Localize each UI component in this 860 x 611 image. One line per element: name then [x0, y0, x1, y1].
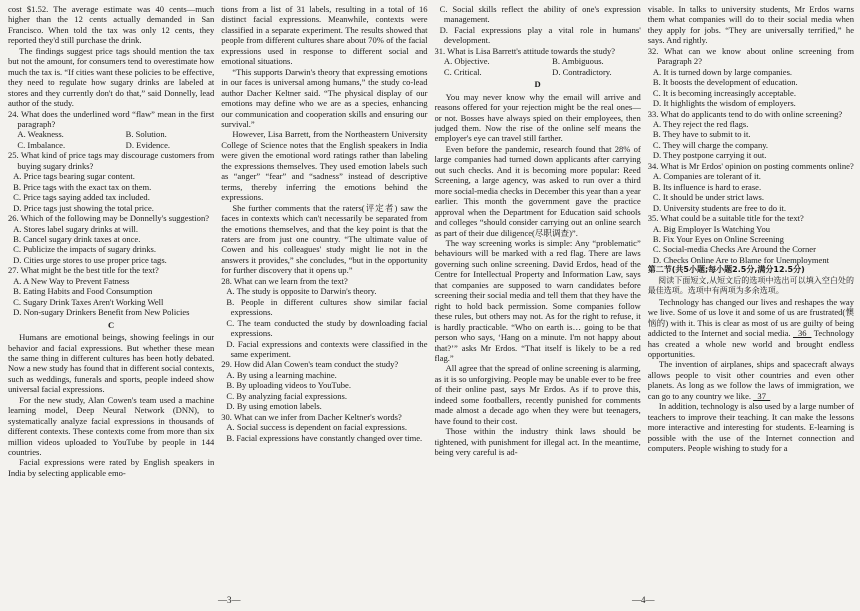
column-3 [435, 4, 641, 587]
option-b: B. People in different cultures show similar facial expressions. [226, 296, 428, 318]
option-c: C. Publicize the impacts of sugary drinks. [13, 244, 157, 255]
column-4 [648, 4, 854, 587]
question-28: 28. What can we learn from the text? [221, 275, 348, 286]
question-26: 26. Which of the following may be Donnelly's suggestion? [8, 213, 210, 224]
paragraph: Even before the pandemic, research found that 28% of large companies had turned down applicants after carrying out such checks. And it is becoming more popular: Reed Screening, a large agency, was asked to run over a third more social-media checks in December this year than a year earlier. This month the government gave the practice approval when the Department for Education said schools and colleges “should consider carrying out an online search as part of their due diligence(尽职调查)”. [434, 143, 641, 238]
option-d: D. Facial expressions play a vital role in humans' development. [439, 24, 641, 46]
question-25: 25. What kind of price tags may discourage customers from buying sugary drinks? [8, 150, 215, 171]
option-c: C. They will charge the company. [652, 139, 769, 150]
option-a: A. The study is opposite to Darwin's theory. [226, 286, 377, 297]
question-29: 29. How did Alan Cowen's team conduct the study? [221, 359, 399, 370]
paragraph: However, Lisa Barrett, from the Northeastern University College of Science notes that the English speakers in India were given the emotional word ratings rather than labeling the expressions themselves. They used emotion labels such as “anger” “fear” and “sadness” instead of descriptive terms, thereby inferring the emotions behind the expressions. [221, 129, 428, 203]
option-c: C. Social skills reflect the ability of one's expression management. [439, 4, 641, 25]
option-d: D. Facial expressions and contexts were classified in the same experiment. [226, 338, 428, 359]
option-d: D. It highlights the wisdom of employers. [652, 98, 796, 109]
blank-number: 37 [757, 390, 766, 401]
option-a: A. Companies are tolerant of it. [652, 171, 761, 182]
option-d: D. Cities urge stores to use proper price tags. [13, 254, 167, 265]
paragraph [648, 359, 854, 401]
option-d: D. Non-sugary Drinkers Benefit from New Policies [13, 307, 190, 318]
section-heading-d: D [534, 79, 541, 90]
paragraph: “This supports Darwin's theory that expressing emotions in our faces is universal among humans,” the study co-lead author Dacher Keltner said. “The physical display of our emotions may define who we are as a species, enhancing our communication and cooperation skills and ensuring our survival.” [221, 66, 428, 129]
page-number-right: —4— [632, 595, 655, 605]
option-c: C. Price tags saying added tax included. [13, 192, 150, 203]
question-35: 35. What could be a suitable title for the text? [647, 213, 804, 224]
option-b: B. By uploading videos to YouTube. [226, 380, 351, 391]
question-34: 34. What is Mr Erdos' opinion on posting comments online? [647, 160, 854, 171]
blank-36 [793, 328, 811, 338]
option-b: B. Fix Your Eyes on Online Screening [652, 233, 784, 244]
paragraph-text: Technology has changed our lives and reshapes the way we live. Some of us love it and some of us are frustrated(懊恼的) with it. This is clear as most of us are guilty of being addicted to the Internet and social media. [647, 296, 854, 339]
paragraph: tions from a list of 31 labels, resulting in a total of 16 distinct facial expressions. Meanwhile, contexts were classified in a separate experiment. The results showed that people from different cultures share about 70% of the facial expressions used in response to different social and emotional situations. [221, 4, 428, 67]
option-row [8, 140, 214, 150]
paragraph: The findings suggest price tags should mention the tax but not the amount, for consumers tend to overestimate how much the tax is. “If cities want these policies to be effective, they need to regulate how sugary drinks are labeled at stores and they currently don't do that,” said Donnelly, lead author of the study. [8, 45, 215, 109]
question-33: 33. What do applicants tend to do with online screening? [647, 108, 843, 119]
paragraph: cost $1.52. The average estimate was 40 cents—much higher than the 12 cents actually demanded in San Francisco. When told the tax was only 12 cents, they reported they'd still purchase the drink. [8, 4, 215, 46]
option-d: D. Evidence. [125, 139, 171, 150]
paragraph [648, 297, 854, 360]
option-c: C. It should be under strict laws. [652, 192, 764, 203]
paragraph: Facial expressions were rated by English speakers in India by selecting applicable emo- [8, 457, 215, 478]
option-a: A. They reject the red flags. [652, 118, 749, 129]
paragraph: She further comments that the raters(评定者) saw the faces in contexts which can't necessarily be separated from the emotions themselves, and that the key point is that the raters are from just one country. “The ultimate value of Cowen and his colleagues' study might lie not in the answers it provides,” she concludes, “but in the opportunity for further discovery that it opens up.” [221, 202, 428, 276]
option-c: C. By analyzing facial expressions. [226, 390, 347, 401]
blank-37 [753, 391, 770, 401]
question-31: 31. What is Lisa Barrett's attitude towards the study? [434, 45, 616, 56]
question-24: 24. What does the underlined word “flaw” mean in the first paragraph? [8, 108, 215, 129]
column-2 [221, 4, 427, 587]
paragraph: The way screening works is simple: Any “problematic” behaviours will be marked with a red flag. There are laws governing such online screening. David Erdos, head of the Centre for Intellectual Property and Information Law, says that companies are supposed to warn candidates before screening their social media and tell them that they have the right to hold back permission. Some companies follow these rules, but others may not. As for the right to refuse, it is hardly practicable. “Who on earth is… going to be that person who says, ‘Hang on a minute. I'm not happy about that?’” asks Mr Erdos. “That itself is likely to be a red flag.” [434, 237, 641, 363]
question-27: 27. What might be the best title for the text? [8, 265, 159, 276]
paragraph: Those within the industry think laws should be tightened, with punishment for illegal act. In the meantime, being very careful is ad- [434, 426, 641, 458]
option-a: A. Big Employer Is Watching You [652, 223, 771, 234]
page-number-left: —3— [218, 595, 241, 605]
paragraph: Humans are emotional beings, showing feelings in our behavior and facial expressions. But whether these mean the same thing in different cultures has been hotly debated. Now a new study has found that in different social contexts, such as weddings, funerals and sports, people indeed show universal facial expressions. [8, 332, 215, 395]
option-b: B. Solution. [125, 129, 167, 140]
option-a: A. Weakness. [17, 129, 64, 140]
option-a: A. A New Way to Prevent Fatness [13, 275, 130, 286]
option-c: C. Critical. [443, 66, 482, 77]
option-a: A. Social success is dependent on facial expressions. [226, 422, 407, 433]
paragraph: All agree that the spread of online screening is alarming, as it is so unforgiving. People may be unable ever to be free of their online past, says Mr Erdos. As if to prove this, indeed some footballers, recently punished for comments made almost a decade ago when they were but teenagers, have found to their cost. [434, 363, 641, 426]
paragraph: For the new study, Alan Cowen's team used a machine learning model, Deep Neural Network (DNN), to systematically analyze facial expressions in thousands of different contexts. These contexts come from more than six million videos uploaded to YouTube by people in 144 countries. [8, 394, 215, 458]
option-b: B. It boosts the development of education. [652, 77, 798, 88]
part-2-instructions: 阅读下面短文,从短文后的选项中选出可以填入空白处的最佳选项。选项中有两项为多余选项。 [647, 275, 854, 296]
option-c: C. Imbalance. [17, 139, 66, 150]
option-row [435, 56, 641, 66]
option-d: D. Contradictory. [552, 66, 612, 77]
option-a: A. Stores label sugary drinks at will. [13, 223, 138, 234]
part-2-heading: 第二节(共5小题;每小题2.5分,满分12.5分) [647, 265, 805, 275]
paragraph-text: Technology has created a whole new world and brought endless opportunities. [647, 328, 854, 359]
option-d: D. Checks Online Are to Blame for Unemployment [652, 254, 829, 265]
column-1 [8, 4, 214, 587]
option-c: C. The team conducted the study by downloading facial expressions. [226, 317, 428, 339]
option-b: B. They have to submit to it. [652, 129, 751, 140]
option-c: C. Social-media Checks Are Around the Corner [652, 244, 816, 255]
paragraph: You may never know why the email will arrive and reasons offered for your rejection might be the real ones—or not. Bosses have always spied on their employees, then judged them. Now the rise of the online self means the employer's eye can travel still farther. [434, 91, 641, 144]
option-d: D. Price tags just showing the total price. [13, 202, 154, 213]
option-d: D. By using emotion labels. [226, 401, 322, 412]
option-b: B. Price tags with the exact tax on them. [13, 181, 152, 192]
option-a: A. Objective. [443, 56, 490, 67]
option-row [435, 67, 641, 77]
option-b: B. Its influence is hard to erase. [652, 181, 762, 192]
blank-number: 36 [797, 328, 807, 339]
section-heading-c: C [108, 319, 115, 330]
option-a: A. It is turned down by large companies. [652, 66, 793, 77]
paragraph-text: The invention of airplanes, ships and spacecraft always allows people to visit other countries and even other planets. As long as we follow the laws of immigration, we can go to any country we like. [647, 359, 854, 401]
option-b: B. Facial expressions have constantly changed over time. [226, 432, 423, 443]
option-d: D. University students are free to do it. [652, 202, 787, 213]
option-b: B. Ambiguous. [552, 56, 604, 67]
paragraph: In addition, technology is also used by a large number of teachers to improve their teaching. It can make the lessons more interactive and interesting for students. E-learning is possible with the use of the Internet connection and computers. People wishing to study for a [647, 401, 854, 454]
option-a: A. By using a learning machine. [226, 369, 337, 380]
option-a: A. Price tags bearing sugar content. [13, 171, 135, 182]
option-d: D. They postpone carrying it out. [652, 150, 767, 161]
option-row [8, 129, 214, 139]
option-b: B. Cancel sugary drink taxes at once. [13, 233, 141, 244]
question-30: 30. What can we infer from Dacher Keltner's words? [221, 411, 402, 422]
option-c: C. It is becoming increasingly acceptable. [652, 87, 796, 98]
paragraph: visable. In talks to university students, Mr Erdos warns them what companies will do to their social media when they apply for jobs. “They are universally terrified,” he says. And rightly. [647, 4, 854, 46]
option-b: B. Eating Habits and Food Consumption [13, 286, 153, 297]
question-32: 32. What can we know about online screening from Paragraph 2? [647, 45, 854, 67]
option-c: C. Sugary Drink Taxes Aren't Working Well [13, 296, 164, 307]
